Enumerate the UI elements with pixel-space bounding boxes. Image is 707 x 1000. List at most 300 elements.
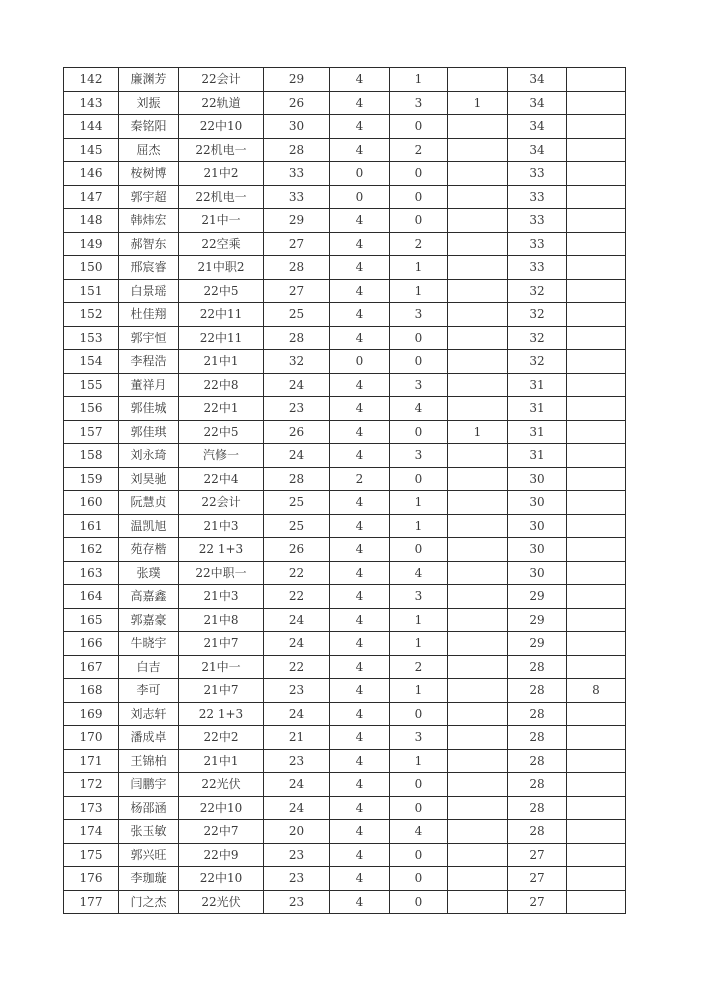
name-cell: 牛晓宇 bbox=[119, 632, 179, 656]
class-cell: 22中9 bbox=[179, 843, 264, 867]
score-a-cell: 28 bbox=[264, 467, 330, 491]
class-cell: 21中一 bbox=[179, 655, 264, 679]
name-cell: 高嘉鑫 bbox=[119, 585, 179, 609]
total-cell: 31 bbox=[508, 373, 567, 397]
score-d-cell bbox=[448, 820, 508, 844]
score-a-cell: 29 bbox=[264, 209, 330, 233]
rank-cell: 162 bbox=[64, 538, 119, 562]
score-b-cell: 4 bbox=[330, 491, 390, 515]
score-d-cell bbox=[448, 162, 508, 186]
extra-cell bbox=[567, 397, 626, 421]
score-d-cell bbox=[448, 444, 508, 468]
rank-cell: 177 bbox=[64, 890, 119, 914]
extra-cell bbox=[567, 115, 626, 139]
class-cell: 22中5 bbox=[179, 420, 264, 444]
table-row bbox=[64, 397, 626, 421]
name-cell: 门之杰 bbox=[119, 890, 179, 914]
extra-cell bbox=[567, 91, 626, 115]
score-a-cell: 33 bbox=[264, 162, 330, 186]
rank-cell: 169 bbox=[64, 702, 119, 726]
extra-cell bbox=[567, 444, 626, 468]
total-cell: 34 bbox=[508, 91, 567, 115]
rank-cell: 149 bbox=[64, 232, 119, 256]
total-cell: 34 bbox=[508, 115, 567, 139]
score-c-cell: 0 bbox=[390, 420, 448, 444]
score-c-cell: 1 bbox=[390, 608, 448, 632]
score-a-cell: 28 bbox=[264, 256, 330, 280]
total-cell: 28 bbox=[508, 796, 567, 820]
table-row bbox=[64, 326, 626, 350]
name-cell: 韩炜宏 bbox=[119, 209, 179, 233]
name-cell: 屈杰 bbox=[119, 138, 179, 162]
score-d-cell bbox=[448, 68, 508, 92]
rank-cell: 143 bbox=[64, 91, 119, 115]
extra-cell bbox=[567, 655, 626, 679]
total-cell: 31 bbox=[508, 420, 567, 444]
score-a-cell: 27 bbox=[264, 279, 330, 303]
name-cell: 刘永琦 bbox=[119, 444, 179, 468]
table-row bbox=[64, 820, 626, 844]
score-d-cell bbox=[448, 397, 508, 421]
score-a-cell: 23 bbox=[264, 843, 330, 867]
class-cell: 22光伏 bbox=[179, 890, 264, 914]
extra-cell bbox=[567, 209, 626, 233]
total-cell: 31 bbox=[508, 444, 567, 468]
score-b-cell: 4 bbox=[330, 679, 390, 703]
extra-cell bbox=[567, 796, 626, 820]
total-cell: 31 bbox=[508, 397, 567, 421]
name-cell: 苑存楷 bbox=[119, 538, 179, 562]
total-cell: 29 bbox=[508, 608, 567, 632]
score-d-cell: 1 bbox=[448, 91, 508, 115]
rank-cell: 163 bbox=[64, 561, 119, 585]
extra-cell bbox=[567, 632, 626, 656]
total-cell: 30 bbox=[508, 538, 567, 562]
class-cell: 22 1+3 bbox=[179, 702, 264, 726]
extra-cell bbox=[567, 608, 626, 632]
extra-cell bbox=[567, 820, 626, 844]
class-cell: 21中7 bbox=[179, 679, 264, 703]
score-c-cell: 0 bbox=[390, 773, 448, 797]
score-a-cell: 33 bbox=[264, 185, 330, 209]
name-cell: 刘振 bbox=[119, 91, 179, 115]
score-table bbox=[63, 67, 626, 914]
class-cell: 22中11 bbox=[179, 326, 264, 350]
score-b-cell: 4 bbox=[330, 256, 390, 280]
class-cell: 22中1 bbox=[179, 397, 264, 421]
table-row bbox=[64, 726, 626, 750]
table-row bbox=[64, 91, 626, 115]
class-cell: 21中3 bbox=[179, 585, 264, 609]
rank-cell: 154 bbox=[64, 350, 119, 374]
rank-cell: 175 bbox=[64, 843, 119, 867]
score-a-cell: 20 bbox=[264, 820, 330, 844]
score-b-cell: 4 bbox=[330, 632, 390, 656]
class-cell: 21中3 bbox=[179, 514, 264, 538]
score-d-cell bbox=[448, 232, 508, 256]
score-b-cell: 4 bbox=[330, 538, 390, 562]
score-a-cell: 24 bbox=[264, 796, 330, 820]
name-cell: 郭兴旺 bbox=[119, 843, 179, 867]
score-c-cell: 0 bbox=[390, 115, 448, 139]
class-cell: 22中10 bbox=[179, 867, 264, 891]
name-cell: 郝智东 bbox=[119, 232, 179, 256]
total-cell: 27 bbox=[508, 890, 567, 914]
table-row bbox=[64, 796, 626, 820]
name-cell: 郭佳城 bbox=[119, 397, 179, 421]
extra-cell bbox=[567, 326, 626, 350]
rank-cell: 155 bbox=[64, 373, 119, 397]
score-a-cell: 25 bbox=[264, 514, 330, 538]
rank-cell: 146 bbox=[64, 162, 119, 186]
table-row bbox=[64, 68, 626, 92]
total-cell: 28 bbox=[508, 702, 567, 726]
score-d-cell bbox=[448, 632, 508, 656]
score-c-cell: 0 bbox=[390, 702, 448, 726]
total-cell: 28 bbox=[508, 726, 567, 750]
class-cell: 22 1+3 bbox=[179, 538, 264, 562]
score-d-cell bbox=[448, 326, 508, 350]
rank-cell: 142 bbox=[64, 68, 119, 92]
score-b-cell: 4 bbox=[330, 303, 390, 327]
name-cell: 张玉敏 bbox=[119, 820, 179, 844]
score-d-cell bbox=[448, 256, 508, 280]
total-cell: 28 bbox=[508, 749, 567, 773]
name-cell: 杨邵涵 bbox=[119, 796, 179, 820]
extra-cell bbox=[567, 138, 626, 162]
score-d-cell bbox=[448, 726, 508, 750]
score-b-cell: 0 bbox=[330, 162, 390, 186]
total-cell: 27 bbox=[508, 843, 567, 867]
score-b-cell: 4 bbox=[330, 68, 390, 92]
table-row bbox=[64, 232, 626, 256]
score-d-cell bbox=[448, 585, 508, 609]
name-cell: 郭宇超 bbox=[119, 185, 179, 209]
rank-cell: 156 bbox=[64, 397, 119, 421]
score-b-cell: 4 bbox=[330, 91, 390, 115]
score-c-cell: 3 bbox=[390, 303, 448, 327]
score-c-cell: 1 bbox=[390, 279, 448, 303]
score-d-cell bbox=[448, 843, 508, 867]
class-cell: 21中7 bbox=[179, 632, 264, 656]
score-b-cell: 0 bbox=[330, 185, 390, 209]
score-c-cell: 3 bbox=[390, 585, 448, 609]
score-d-cell bbox=[448, 867, 508, 891]
score-b-cell: 4 bbox=[330, 420, 390, 444]
score-c-cell: 2 bbox=[390, 232, 448, 256]
score-b-cell: 0 bbox=[330, 350, 390, 374]
total-cell: 34 bbox=[508, 68, 567, 92]
score-d-cell bbox=[448, 138, 508, 162]
table-row bbox=[64, 632, 626, 656]
class-cell: 22中7 bbox=[179, 820, 264, 844]
table-row bbox=[64, 491, 626, 515]
total-cell: 27 bbox=[508, 867, 567, 891]
score-c-cell: 0 bbox=[390, 185, 448, 209]
table-row bbox=[64, 514, 626, 538]
score-b-cell: 4 bbox=[330, 702, 390, 726]
score-c-cell: 0 bbox=[390, 162, 448, 186]
class-cell: 22中11 bbox=[179, 303, 264, 327]
class-cell: 22中2 bbox=[179, 726, 264, 750]
total-cell: 32 bbox=[508, 303, 567, 327]
score-c-cell: 4 bbox=[390, 561, 448, 585]
score-b-cell: 4 bbox=[330, 890, 390, 914]
score-a-cell: 21 bbox=[264, 726, 330, 750]
score-b-cell: 4 bbox=[330, 209, 390, 233]
score-a-cell: 28 bbox=[264, 326, 330, 350]
total-cell: 28 bbox=[508, 773, 567, 797]
score-a-cell: 23 bbox=[264, 749, 330, 773]
total-cell: 30 bbox=[508, 491, 567, 515]
rank-cell: 170 bbox=[64, 726, 119, 750]
rank-cell: 171 bbox=[64, 749, 119, 773]
class-cell: 汽修一 bbox=[179, 444, 264, 468]
score-c-cell: 3 bbox=[390, 91, 448, 115]
table-row bbox=[64, 420, 626, 444]
rank-cell: 166 bbox=[64, 632, 119, 656]
score-d-cell: 1 bbox=[448, 420, 508, 444]
total-cell: 33 bbox=[508, 209, 567, 233]
name-cell: 王锦柏 bbox=[119, 749, 179, 773]
score-a-cell: 26 bbox=[264, 538, 330, 562]
rank-cell: 151 bbox=[64, 279, 119, 303]
extra-cell bbox=[567, 350, 626, 374]
score-b-cell: 4 bbox=[330, 585, 390, 609]
rank-cell: 174 bbox=[64, 820, 119, 844]
class-cell: 22会计 bbox=[179, 68, 264, 92]
score-a-cell: 26 bbox=[264, 420, 330, 444]
score-c-cell: 1 bbox=[390, 491, 448, 515]
table-row bbox=[64, 373, 626, 397]
table-row bbox=[64, 749, 626, 773]
extra-cell bbox=[567, 420, 626, 444]
score-d-cell bbox=[448, 655, 508, 679]
score-d-cell bbox=[448, 608, 508, 632]
score-a-cell: 26 bbox=[264, 91, 330, 115]
score-a-cell: 22 bbox=[264, 655, 330, 679]
extra-cell bbox=[567, 303, 626, 327]
total-cell: 33 bbox=[508, 185, 567, 209]
total-cell: 29 bbox=[508, 585, 567, 609]
score-c-cell: 1 bbox=[390, 514, 448, 538]
extra-cell bbox=[567, 538, 626, 562]
total-cell: 28 bbox=[508, 679, 567, 703]
table-row bbox=[64, 303, 626, 327]
rank-cell: 158 bbox=[64, 444, 119, 468]
extra-cell bbox=[567, 773, 626, 797]
name-cell: 闫鹏宇 bbox=[119, 773, 179, 797]
rank-cell: 152 bbox=[64, 303, 119, 327]
score-b-cell: 4 bbox=[330, 326, 390, 350]
total-cell: 30 bbox=[508, 561, 567, 585]
score-d-cell bbox=[448, 467, 508, 491]
score-a-cell: 24 bbox=[264, 608, 330, 632]
score-b-cell: 4 bbox=[330, 397, 390, 421]
table-row bbox=[64, 256, 626, 280]
table-row bbox=[64, 773, 626, 797]
rank-cell: 176 bbox=[64, 867, 119, 891]
score-b-cell: 2 bbox=[330, 467, 390, 491]
name-cell: 张璞 bbox=[119, 561, 179, 585]
class-cell: 21中一 bbox=[179, 209, 264, 233]
score-c-cell: 3 bbox=[390, 726, 448, 750]
score-b-cell: 4 bbox=[330, 820, 390, 844]
rank-cell: 172 bbox=[64, 773, 119, 797]
extra-cell bbox=[567, 867, 626, 891]
class-cell: 22轨道 bbox=[179, 91, 264, 115]
name-cell: 桉树博 bbox=[119, 162, 179, 186]
rank-cell: 164 bbox=[64, 585, 119, 609]
table-row bbox=[64, 279, 626, 303]
table-row bbox=[64, 138, 626, 162]
score-a-cell: 32 bbox=[264, 350, 330, 374]
score-c-cell: 4 bbox=[390, 397, 448, 421]
extra-cell bbox=[567, 162, 626, 186]
score-c-cell: 0 bbox=[390, 209, 448, 233]
table-row bbox=[64, 702, 626, 726]
score-d-cell bbox=[448, 679, 508, 703]
score-b-cell: 4 bbox=[330, 608, 390, 632]
score-b-cell: 4 bbox=[330, 796, 390, 820]
score-d-cell bbox=[448, 561, 508, 585]
score-c-cell: 1 bbox=[390, 68, 448, 92]
name-cell: 郭嘉豪 bbox=[119, 608, 179, 632]
score-b-cell: 4 bbox=[330, 514, 390, 538]
score-d-cell bbox=[448, 538, 508, 562]
extra-cell bbox=[567, 514, 626, 538]
table-row bbox=[64, 843, 626, 867]
score-a-cell: 24 bbox=[264, 773, 330, 797]
class-cell: 21中8 bbox=[179, 608, 264, 632]
total-cell: 33 bbox=[508, 162, 567, 186]
total-cell: 33 bbox=[508, 256, 567, 280]
name-cell: 李可 bbox=[119, 679, 179, 703]
table-row bbox=[64, 890, 626, 914]
score-b-cell: 4 bbox=[330, 867, 390, 891]
name-cell: 潘成卓 bbox=[119, 726, 179, 750]
class-cell: 22机电一 bbox=[179, 185, 264, 209]
name-cell: 阮慧贞 bbox=[119, 491, 179, 515]
rank-cell: 147 bbox=[64, 185, 119, 209]
extra-cell bbox=[567, 373, 626, 397]
name-cell: 杜佳翔 bbox=[119, 303, 179, 327]
name-cell: 李珈璇 bbox=[119, 867, 179, 891]
class-cell: 22中10 bbox=[179, 796, 264, 820]
score-c-cell: 2 bbox=[390, 138, 448, 162]
score-b-cell: 4 bbox=[330, 726, 390, 750]
rank-cell: 159 bbox=[64, 467, 119, 491]
extra-cell: 8 bbox=[567, 679, 626, 703]
score-a-cell: 23 bbox=[264, 397, 330, 421]
table-row bbox=[64, 867, 626, 891]
score-d-cell bbox=[448, 749, 508, 773]
table-row bbox=[64, 209, 626, 233]
total-cell: 30 bbox=[508, 514, 567, 538]
score-b-cell: 4 bbox=[330, 138, 390, 162]
score-b-cell: 4 bbox=[330, 115, 390, 139]
total-cell: 30 bbox=[508, 467, 567, 491]
class-cell: 22光伏 bbox=[179, 773, 264, 797]
rank-cell: 145 bbox=[64, 138, 119, 162]
score-c-cell: 3 bbox=[390, 373, 448, 397]
table-row bbox=[64, 444, 626, 468]
class-cell: 22会计 bbox=[179, 491, 264, 515]
rank-cell: 167 bbox=[64, 655, 119, 679]
class-cell: 21中1 bbox=[179, 749, 264, 773]
score-a-cell: 24 bbox=[264, 444, 330, 468]
score-a-cell: 23 bbox=[264, 679, 330, 703]
score-a-cell: 30 bbox=[264, 115, 330, 139]
score-b-cell: 4 bbox=[330, 655, 390, 679]
extra-cell bbox=[567, 749, 626, 773]
name-cell: 刘志轩 bbox=[119, 702, 179, 726]
class-cell: 21中1 bbox=[179, 350, 264, 374]
extra-cell bbox=[567, 843, 626, 867]
class-cell: 22中8 bbox=[179, 373, 264, 397]
score-c-cell: 3 bbox=[390, 444, 448, 468]
score-c-cell: 1 bbox=[390, 256, 448, 280]
score-c-cell: 0 bbox=[390, 867, 448, 891]
score-c-cell: 0 bbox=[390, 350, 448, 374]
score-d-cell bbox=[448, 185, 508, 209]
class-cell: 21中2 bbox=[179, 162, 264, 186]
total-cell: 28 bbox=[508, 820, 567, 844]
score-c-cell: 1 bbox=[390, 679, 448, 703]
table-row bbox=[64, 655, 626, 679]
score-d-cell bbox=[448, 350, 508, 374]
score-d-cell bbox=[448, 796, 508, 820]
score-c-cell: 0 bbox=[390, 326, 448, 350]
rank-cell: 153 bbox=[64, 326, 119, 350]
table-row bbox=[64, 585, 626, 609]
name-cell: 秦铭阳 bbox=[119, 115, 179, 139]
name-cell: 温凯旭 bbox=[119, 514, 179, 538]
extra-cell bbox=[567, 256, 626, 280]
table-row bbox=[64, 115, 626, 139]
score-c-cell: 2 bbox=[390, 655, 448, 679]
table-row bbox=[64, 561, 626, 585]
extra-cell bbox=[567, 561, 626, 585]
score-b-cell: 4 bbox=[330, 561, 390, 585]
rank-cell: 165 bbox=[64, 608, 119, 632]
score-a-cell: 28 bbox=[264, 138, 330, 162]
score-b-cell: 4 bbox=[330, 279, 390, 303]
table-row bbox=[64, 350, 626, 374]
class-cell: 22机电一 bbox=[179, 138, 264, 162]
extra-cell bbox=[567, 279, 626, 303]
score-a-cell: 25 bbox=[264, 303, 330, 327]
extra-cell bbox=[567, 726, 626, 750]
score-d-cell bbox=[448, 491, 508, 515]
score-b-cell: 4 bbox=[330, 444, 390, 468]
score-d-cell bbox=[448, 514, 508, 538]
name-cell: 董祥月 bbox=[119, 373, 179, 397]
score-a-cell: 27 bbox=[264, 232, 330, 256]
rank-cell: 173 bbox=[64, 796, 119, 820]
name-cell: 郭宇恒 bbox=[119, 326, 179, 350]
class-cell: 22中5 bbox=[179, 279, 264, 303]
score-a-cell: 22 bbox=[264, 561, 330, 585]
table-row bbox=[64, 185, 626, 209]
name-cell: 李程浩 bbox=[119, 350, 179, 374]
score-a-cell: 23 bbox=[264, 867, 330, 891]
rank-cell: 168 bbox=[64, 679, 119, 703]
score-d-cell bbox=[448, 373, 508, 397]
extra-cell bbox=[567, 890, 626, 914]
score-a-cell: 24 bbox=[264, 373, 330, 397]
extra-cell bbox=[567, 702, 626, 726]
